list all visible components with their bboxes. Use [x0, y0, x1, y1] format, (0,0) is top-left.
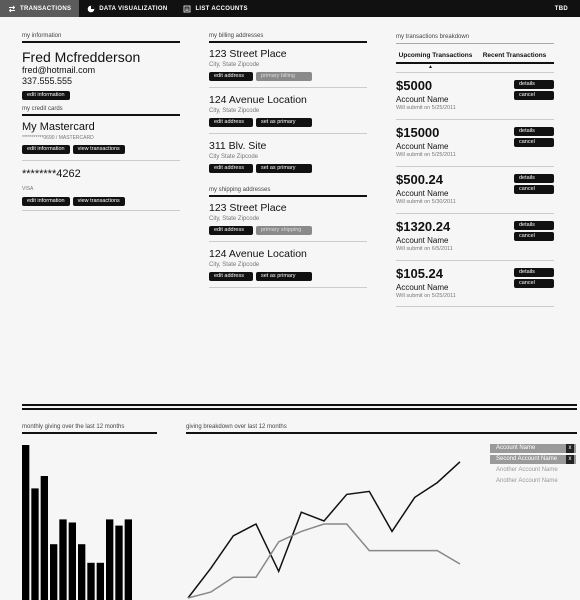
cancel-button[interactable]: cancel [514, 185, 554, 194]
user-name: Fred Mcfredderson [22, 49, 141, 65]
giving-breakdown-line-chart [186, 450, 466, 600]
bar [106, 519, 113, 600]
list-icon [183, 5, 191, 13]
address-city: City, State Zipcode [209, 262, 260, 268]
transaction-date: Will submit on 5/25/2011 [396, 105, 456, 111]
bar-chart-title: monthly giving over the last 12 months [22, 424, 157, 434]
tab-data-visualization[interactable] [79, 0, 175, 17]
address-city: City, State Zipcode [209, 108, 260, 114]
address-city: City State Zipcode [209, 154, 259, 160]
tab-label: DATA VISUALIZATION [99, 5, 168, 12]
user-phone: 337.555.555 [22, 76, 73, 86]
transaction-item [396, 166, 554, 213]
user-email: fred@hotmail.com [22, 65, 96, 75]
credit-card-item [22, 121, 180, 154]
bar [69, 523, 76, 600]
remove-icon[interactable]: x [566, 455, 574, 464]
shipping-address-item [209, 248, 367, 281]
remove-icon[interactable]: x [566, 444, 574, 453]
transaction-account: Account Name [396, 283, 449, 292]
transaction-list [396, 72, 554, 307]
transaction-amount: $500.24 [396, 172, 443, 187]
legend-label: Account Name [496, 445, 536, 451]
cancel-button[interactable]: cancel [514, 232, 554, 241]
monthly-giving-bar-chart [22, 445, 134, 600]
tab-label: TBD [554, 5, 568, 12]
address-street: 311 Blv. Site [209, 140, 267, 152]
divider [22, 210, 180, 211]
transaction-date: Will submit on 5/25/2011 [396, 152, 456, 158]
credit-card-item [22, 168, 180, 206]
tab-recent-transactions[interactable]: Recent Transactions [482, 52, 547, 59]
section-separator [22, 408, 577, 410]
transaction-date: Will submit on 5/30/2011 [396, 199, 456, 205]
card-title: ********4262 [22, 168, 81, 180]
details-button[interactable]: details [514, 268, 554, 277]
active-tab-caret-icon: ▲ [428, 64, 433, 70]
edit-address-button[interactable]: edit address [209, 72, 253, 81]
transaction-account: Account Name [396, 189, 449, 198]
primary-billing-badge: primary billing [256, 72, 312, 81]
cancel-button[interactable]: cancel [514, 91, 554, 100]
tab-label: LIST ACCOUNTS [195, 5, 248, 12]
pie-chart-icon [87, 5, 95, 13]
edit-address-button[interactable]: edit address [209, 164, 253, 173]
set-as-primary-button[interactable]: set as primary [256, 272, 312, 281]
bar [31, 488, 38, 600]
address-street: 124 Avenue Location [209, 94, 307, 106]
view-transactions-button[interactable]: view transactions [73, 145, 125, 154]
transaction-item [396, 260, 554, 307]
primary-shipping-badge: primary shipping [256, 226, 312, 235]
card-number: VISA [22, 186, 34, 192]
personal-column [22, 33, 180, 211]
legend-label: Second Account Name [496, 456, 558, 462]
legend-item[interactable] [490, 477, 576, 486]
view-transactions-button[interactable]: view transactions [73, 197, 125, 206]
bar [125, 519, 132, 600]
transaction-account: Account Name [396, 95, 449, 104]
transaction-amount: $1320.24 [396, 219, 451, 234]
transaction-amount: $5000 [396, 78, 433, 93]
divider [209, 241, 367, 242]
card-number: ***********0690 / MASTERCARD [22, 135, 94, 141]
transaction-item [396, 213, 554, 260]
cancel-button[interactable]: cancel [514, 279, 554, 288]
transaction-amount: $105.24 [396, 266, 443, 281]
tab-label: TRANSACTIONS [20, 5, 72, 12]
transaction-tabs [396, 50, 554, 64]
bar [115, 526, 122, 600]
top-nav [0, 0, 580, 17]
transactions-column [396, 33, 554, 307]
details-button[interactable]: details [514, 80, 554, 89]
section-separator [22, 404, 577, 406]
bar [50, 544, 57, 600]
edit-card-button[interactable]: edit information [22, 197, 70, 206]
bar [97, 563, 104, 600]
section-label: my information [22, 33, 180, 43]
transaction-date: Will submit on 6/5/2011 [396, 246, 453, 252]
details-button[interactable]: details [514, 174, 554, 183]
address-street: 123 Street Place [209, 202, 287, 214]
line-chart-title: giving breakdown over last 12 months [186, 424, 577, 434]
tab-upcoming-transactions[interactable]: Upcoming Transactions [398, 52, 473, 59]
bar [22, 445, 29, 600]
transaction-date: Will submit on 5/25/2011 [396, 293, 456, 299]
cancel-button[interactable]: cancel [514, 138, 554, 147]
card-title: My Mastercard [22, 121, 95, 133]
divider [209, 87, 367, 88]
legend-item[interactable] [490, 444, 576, 453]
transaction-account: Account Name [396, 236, 449, 245]
chart-legend [490, 444, 576, 488]
series-line [188, 462, 460, 598]
divider [209, 287, 367, 288]
set-as-primary-button[interactable]: set as primary [256, 118, 312, 127]
tab-tbd[interactable] [547, 0, 580, 17]
series-line [188, 524, 460, 598]
edit-address-button[interactable]: edit address [209, 118, 253, 127]
transaction-item [396, 72, 554, 119]
legend-label: Another Account Name [496, 467, 558, 473]
address-city: City, State Zipcode [209, 62, 260, 68]
tab-list-accounts[interactable] [175, 0, 255, 17]
edit-information-button[interactable]: edit information [22, 91, 70, 100]
address-street: 124 Avenue Location [209, 248, 307, 260]
details-button[interactable]: details [514, 221, 554, 230]
bar [59, 519, 66, 600]
section-label: my credit cards [22, 106, 180, 116]
section-label: my transactions breakdown [396, 33, 554, 44]
divider [209, 133, 367, 134]
transaction-account: Account Name [396, 142, 449, 151]
section-label: my shipping addresses [209, 187, 367, 197]
details-button[interactable]: details [514, 127, 554, 136]
bar [41, 476, 48, 600]
transaction-amount: $15000 [396, 125, 440, 140]
swap-arrows-icon [8, 5, 16, 13]
bar [78, 544, 85, 600]
tab-transactions[interactable] [0, 0, 79, 17]
address-column [209, 33, 367, 288]
transaction-item [396, 119, 554, 166]
billing-address-item [209, 140, 367, 173]
edit-card-button[interactable]: edit information [22, 145, 70, 154]
billing-address-item [209, 94, 367, 127]
section-label: my billing addresses [209, 33, 367, 43]
legend-label: Another Account Name [496, 478, 558, 484]
legend-item[interactable] [490, 455, 576, 464]
set-as-primary-button[interactable]: set as primary [256, 164, 312, 173]
address-street: 123 Street Place [209, 48, 287, 60]
divider [22, 160, 180, 161]
billing-address-item [209, 48, 367, 81]
bar [87, 563, 94, 600]
edit-address-button[interactable]: edit address [209, 272, 253, 281]
address-city: City, State Zipcode [209, 216, 260, 222]
shipping-address-item [209, 202, 367, 235]
legend-item[interactable] [490, 466, 576, 475]
edit-address-button[interactable]: edit address [209, 226, 253, 235]
